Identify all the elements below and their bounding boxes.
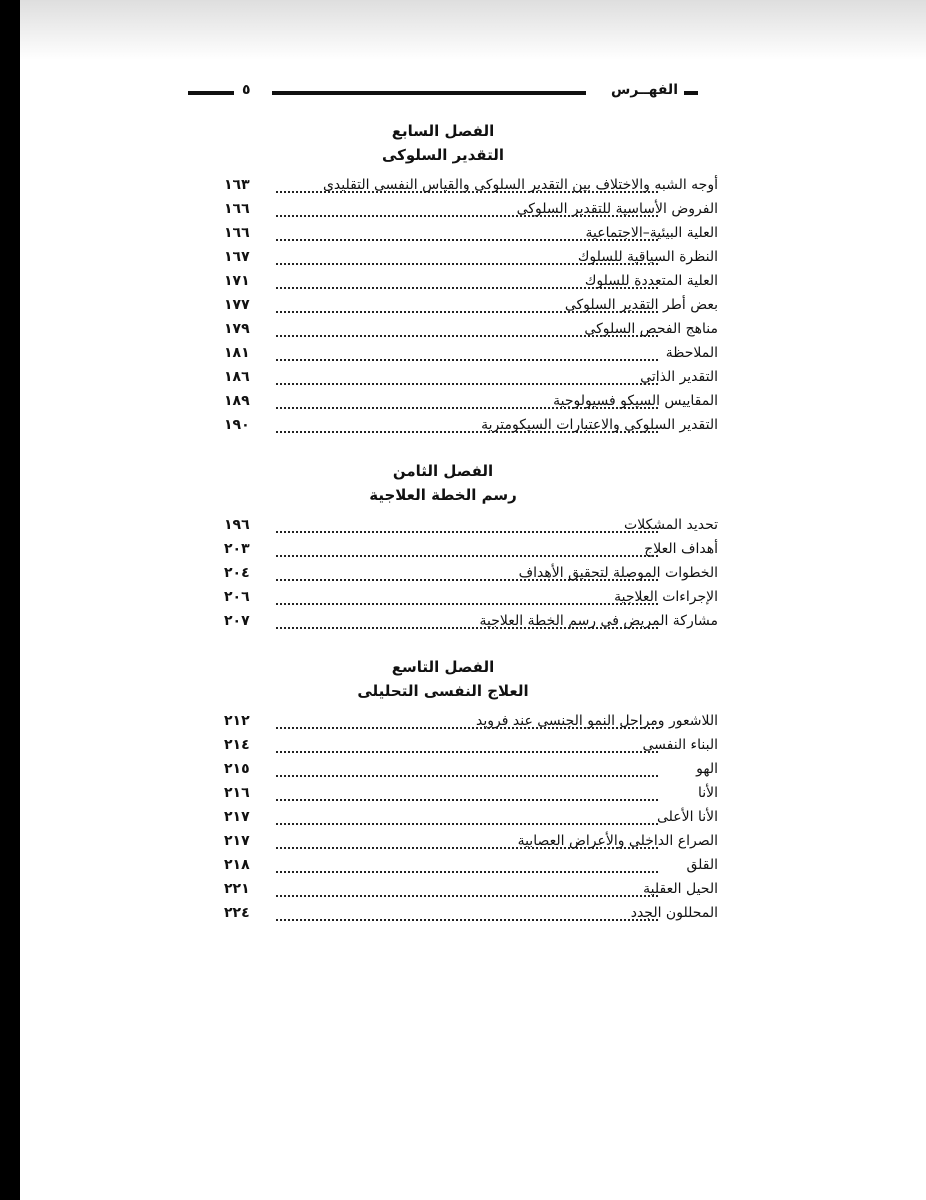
toc-entry-page: ٢١٧ (224, 833, 250, 849)
toc-entry-label: البناء النفسى (642, 737, 718, 753)
toc-entry (224, 761, 718, 783)
toc-entry-page: ٢١٨ (224, 857, 250, 873)
toc-entry-page: ١٨٦ (224, 369, 250, 385)
toc-entry-page: ٢٠٣ (224, 541, 250, 557)
toc-entry (224, 905, 718, 927)
dot-leader (276, 287, 658, 289)
toc-entry-page: ١٧٩ (224, 321, 250, 337)
toc-entry-page: ١٧١ (224, 273, 250, 289)
chapter-heading: الفصل التاسع (391, 658, 495, 676)
toc-entry-page: ٢٢٤ (224, 905, 250, 921)
dot-leader (276, 847, 658, 849)
toc-entry-label: أوجه الشبه والاختلاف بين التقدير السلوكى والقياس النفسى التقليدى (322, 177, 718, 193)
toc-entry (224, 857, 718, 879)
toc-entry-label: العلية المتعددة للسلوك (584, 273, 718, 289)
toc-entry (224, 809, 718, 831)
chapter-title: رسم الخطة العلاجية (369, 486, 517, 504)
dot-leader (276, 799, 658, 801)
dot-leader (276, 895, 658, 897)
toc-entry-page: ٢٠٤ (224, 565, 250, 581)
toc-entry-page: ١٦٧ (224, 249, 250, 265)
dot-leader (276, 383, 658, 385)
toc-entry-label: المقاييس السيكو فسيولوجية (553, 393, 718, 409)
toc-entry-label: الصراع الداخلى والأعراض العصابية (517, 833, 718, 849)
dot-leader (276, 727, 658, 729)
running-header (188, 80, 698, 104)
toc-entry-label: العلية البيئية–الاجتماعية (585, 225, 718, 241)
toc-entry (224, 297, 718, 319)
toc-entry (224, 417, 718, 439)
header-page-number: ٥ (242, 82, 251, 98)
dot-leader (276, 531, 658, 533)
toc-entry-label: التقدير السلوكى والاعتبارات السيكومترية (481, 417, 718, 433)
dot-leader (276, 311, 658, 313)
toc-entry-page: ٢١٥ (224, 761, 250, 777)
header-rule (272, 91, 586, 95)
toc-entry-label: أهداف العلاج (644, 541, 718, 557)
header-rule (684, 91, 698, 95)
toc-entry-page: ١٦٦ (224, 225, 250, 241)
toc-entry (224, 225, 718, 247)
toc-entry-label: الأنا الأعلى (656, 809, 718, 825)
toc-entry-label: تحديد المشكلات (624, 517, 718, 533)
header-rule (188, 91, 234, 95)
toc-entry (224, 565, 718, 587)
toc-entry (224, 393, 718, 415)
dot-leader (276, 579, 658, 581)
toc-entry (224, 249, 718, 271)
toc-entry (224, 785, 718, 807)
toc-entry (224, 589, 718, 611)
toc-entry-label: المحللون الجدد (630, 905, 718, 921)
toc-entry-page: ٢١٢ (224, 713, 250, 729)
toc-entry-label: النظرة السياقية للسلوك (577, 249, 718, 265)
dot-leader (276, 751, 658, 753)
toc-entry-label: الأنا (697, 785, 718, 801)
toc-entry (224, 737, 718, 759)
toc-entry (224, 881, 718, 903)
toc-entry-page: ٢٠٧ (224, 613, 250, 629)
toc-entry-page: ١٩٦ (224, 517, 250, 533)
toc-entry-page: ١٨٩ (224, 393, 250, 409)
toc-entry-page: ٢٠٦ (224, 589, 250, 605)
dot-leader (276, 407, 658, 409)
dot-leader (276, 335, 658, 337)
dot-leader (276, 191, 658, 193)
toc-entry-label: الفروض الأساسية للتقدير السلوكى (516, 201, 718, 217)
toc-entry (224, 541, 718, 563)
header-title: الفهــرس (611, 82, 678, 98)
toc-entry-label: الحيل العقلية (643, 881, 718, 897)
toc-entry-label: القلق (686, 857, 718, 873)
toc-entry-page: ١٩٠ (224, 417, 250, 433)
toc-entry-page: ١٧٧ (224, 297, 250, 313)
toc-entry (224, 177, 718, 199)
dot-leader (276, 215, 658, 217)
toc-entry-label: الإجراءات العلاجية (614, 589, 718, 605)
toc-entry-page: ١٨١ (224, 345, 250, 361)
page-top-shadow (20, 0, 926, 60)
dot-leader (276, 603, 658, 605)
toc-entry-label: الملاحظة (665, 345, 718, 361)
chapter-title: العلاج النفسى التحليلى (357, 682, 529, 700)
chapter-heading: الفصل الثامن (392, 462, 494, 480)
dot-leader (276, 871, 658, 873)
toc-entry-page: ١٦٣ (224, 177, 250, 193)
dot-leader (276, 775, 658, 777)
dot-leader (276, 555, 658, 557)
dot-leader (276, 431, 658, 433)
toc-entry-label: الخطوات الموصلة لتحقيق الأهداف (518, 565, 718, 581)
toc-entry (224, 201, 718, 223)
dot-leader (276, 359, 658, 361)
toc-entry (224, 517, 718, 539)
toc-entry-page: ١٦٦ (224, 201, 250, 217)
toc-entry (224, 345, 718, 367)
toc-entry-page: ٢٢١ (224, 881, 250, 897)
toc-entry-page: ٢١٧ (224, 809, 250, 825)
toc-entry-label: اللاشعور ومراحل النمو الجنسى عند فرويد (476, 713, 718, 729)
toc-entry-page: ٢١٤ (224, 737, 250, 753)
dot-leader (276, 239, 658, 241)
toc-entry-label: التقدير الذاتي (640, 369, 718, 385)
toc-entry (224, 713, 718, 735)
toc-entry-label: مشاركة المريض في رسم الخطة العلاجية (479, 613, 718, 629)
toc-entry-page: ٢١٦ (224, 785, 250, 801)
chapter-title: التقدير السلوكى (381, 146, 504, 164)
dot-leader (276, 823, 658, 825)
toc-entry (224, 613, 718, 635)
toc-entry (224, 369, 718, 391)
toc-entry (224, 321, 718, 343)
dot-leader (276, 919, 658, 921)
chapter-heading: الفصل السابع (391, 122, 495, 140)
toc-entry-label: مناهج الفحص السلوكى (584, 321, 718, 337)
toc-entry (224, 833, 718, 855)
toc-entry-label: بعض أطر التقدير السلوكى (564, 297, 718, 313)
dot-leader (276, 263, 658, 265)
toc-entry-label: الهو (696, 761, 718, 777)
dot-leader (276, 627, 658, 629)
toc-entry (224, 273, 718, 295)
